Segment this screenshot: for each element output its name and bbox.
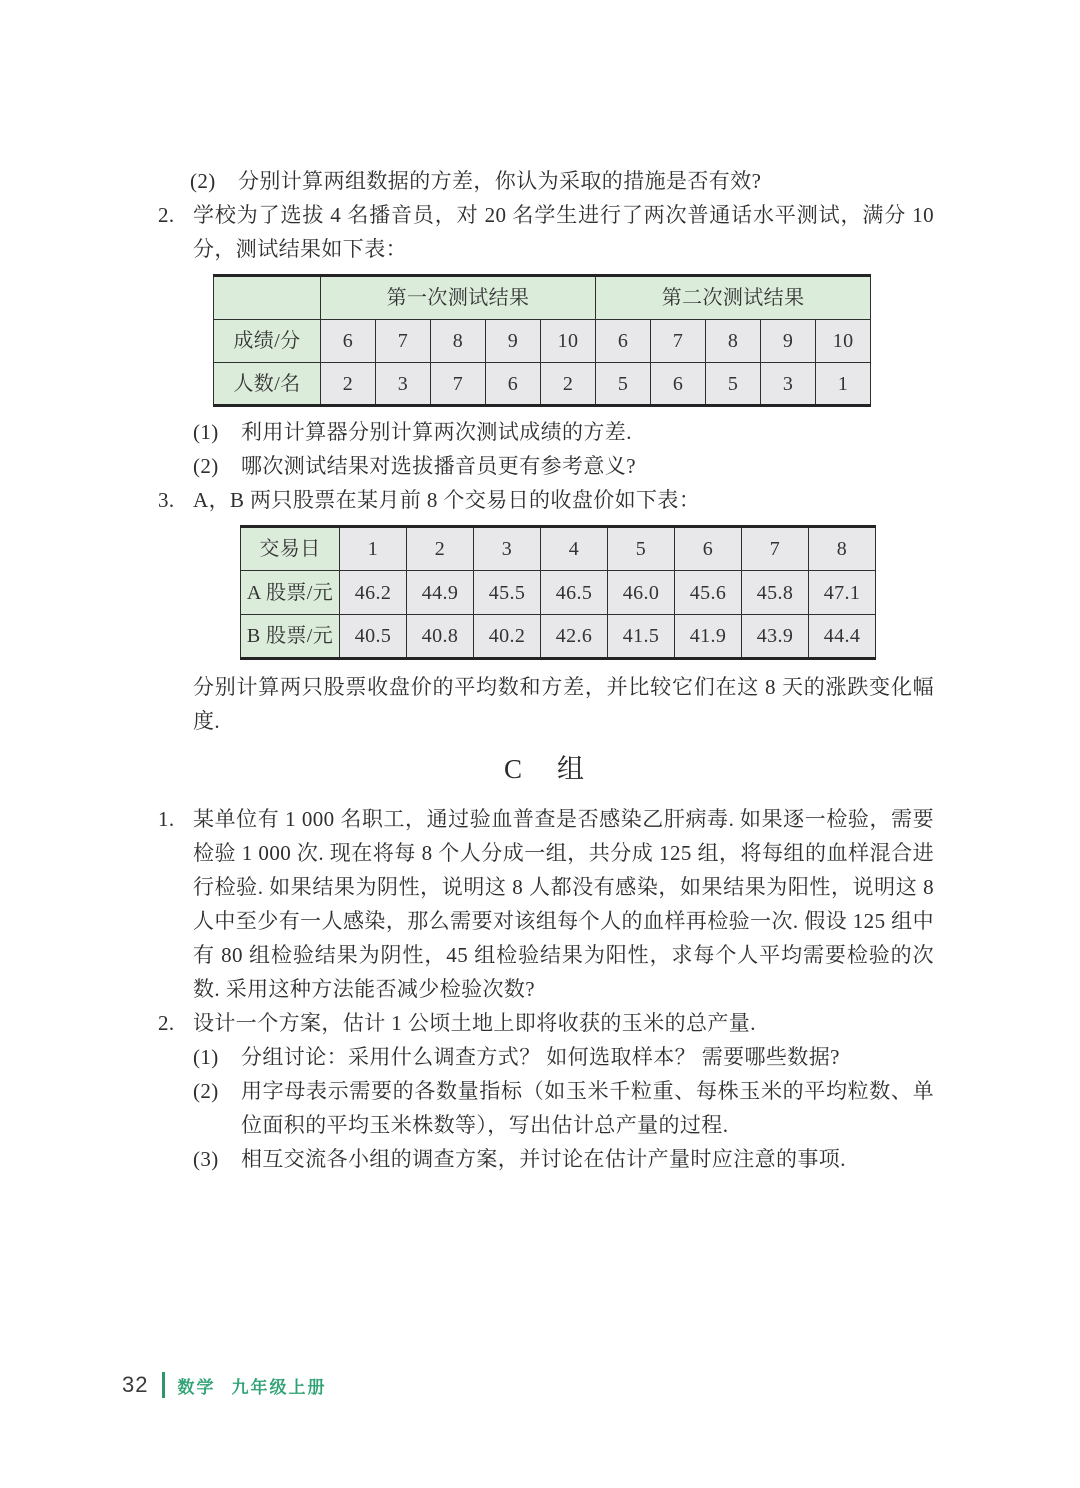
subitem-text: 利用计算器分别计算两次测试成绩的方差.	[241, 420, 632, 444]
count-cell: 3	[761, 363, 816, 406]
day-cell: 5	[608, 527, 675, 571]
day-cell: 2	[407, 527, 474, 571]
exercise-2-text: 学校为了选拔 4 名播音员，对 20 名学生进行了两次普通话水平测试，满分 10 分，测试结果如下表：	[193, 203, 934, 261]
exercise-2-body	[193, 198, 934, 483]
price-cell: 45.5	[474, 571, 541, 615]
table-row-counts	[214, 363, 871, 406]
exercise-number: 2.	[158, 1011, 175, 1035]
exercise-prev-subitem-2	[190, 164, 934, 198]
subitem-text: 分别计算两组数据的方差，你认为采取的措施是否有效?	[238, 169, 762, 193]
count-cell: 7	[431, 363, 486, 406]
section-c-exercise-2-body	[193, 1006, 934, 1176]
table-corner-cell	[214, 276, 321, 320]
table-row-stock-a	[241, 571, 876, 615]
price-cell: 46.0	[608, 571, 675, 615]
table-row-stock-b	[241, 615, 876, 659]
group-header-first-test: 第一次测试结果	[321, 276, 596, 320]
price-cell: 40.5	[340, 615, 407, 659]
subitem-label: (2)	[193, 454, 219, 478]
subitem-text: 哪次测试结果对选拔播音员更有参考意义?	[241, 454, 636, 478]
subitem-label: (3)	[193, 1147, 219, 1171]
exercise-3-text: A，B 两只股票在某月前 8 个交易日的收盘价如下表：	[193, 488, 701, 512]
count-cell: 5	[706, 363, 761, 406]
section-c-exercise-2	[158, 1006, 934, 1176]
score-cell: 8	[706, 320, 761, 363]
exercise-2-subitem-1	[193, 415, 934, 449]
page-number: 32	[122, 1372, 149, 1397]
price-cell: 41.5	[608, 615, 675, 659]
day-cell: 6	[675, 527, 742, 571]
row-label-trading-day: 交易日	[241, 527, 340, 571]
score-cell: 10	[816, 320, 871, 363]
score-cell: 8	[431, 320, 486, 363]
exercise-3-note: 分别计算两只股票收盘价的平均数和方差，并比较它们在这 8 天的涨跌变化幅度.	[193, 675, 934, 733]
price-cell: 40.8	[407, 615, 474, 659]
subitem-text: 用字母表示需要的各数量指标（如玉米千粒重、每株玉米的平均粒数、单位面积的平均玉米株数等），写出估计总产量的过程.	[241, 1079, 934, 1137]
section-c-title: C 组	[503, 754, 588, 784]
exercise-3	[158, 483, 934, 738]
row-label-stock-b: B 股票/元	[241, 615, 340, 659]
group-header-second-test: 第二次测试结果	[596, 276, 871, 320]
score-cell: 6	[596, 320, 651, 363]
day-cell: 3	[474, 527, 541, 571]
price-cell: 45.6	[675, 571, 742, 615]
subitem-text: 分组讨论：采用什么调查方式？ 如何选取样本？ 需要哪些数据?	[241, 1045, 840, 1069]
row-label-stock-a: A 股票/元	[241, 571, 340, 615]
section-c-exercise-1	[158, 802, 934, 1006]
price-cell: 40.2	[474, 615, 541, 659]
section-c-exercise-2-subitem-1	[193, 1040, 934, 1074]
section-c-exercise-2-text: 设计一个方案，估计 1 公顷土地上即将收获的玉米的总产量.	[193, 1011, 756, 1035]
footer-subject: 数学	[177, 1377, 216, 1397]
footer-volume: 九年级上册	[231, 1377, 327, 1397]
price-cell: 46.5	[541, 571, 608, 615]
subitem-label: (2)	[193, 1079, 219, 1103]
price-cell: 47.1	[809, 571, 876, 615]
price-cell: 41.9	[675, 615, 742, 659]
table-header-row	[214, 276, 871, 320]
table-row-scores	[214, 320, 871, 363]
score-cell: 9	[761, 320, 816, 363]
table-row-trading-days	[241, 527, 876, 571]
page-content	[158, 164, 934, 1176]
day-cell: 1	[340, 527, 407, 571]
row-label-count: 人数/名	[214, 363, 321, 406]
count-cell: 1	[816, 363, 871, 406]
exercise-3-body	[193, 483, 934, 738]
price-cell: 45.8	[742, 571, 809, 615]
row-label-score: 成绩/分	[214, 320, 321, 363]
count-cell: 3	[376, 363, 431, 406]
count-cell: 6	[486, 363, 541, 406]
subitem-text: 相互交流各小组的调查方案，并讨论在估计产量时应注意的事项.	[241, 1147, 846, 1171]
exercise-number: 1.	[158, 807, 175, 831]
count-cell: 5	[596, 363, 651, 406]
section-c-exercise-1-text: 某单位有 1 000 名职工，通过验血普查是否感染乙肝病毒. 如果逐一检验，需要检验 1 000 次. 现在将每 8 个人分成一组，共分成 125 组，将每组的血样混合进行检验. 如果结果为阴性，说明这 8 人都没有感染，如果结果为阳性，说明这 8 人中至少有一人感染，那么需要对该组每个人的血样再检验一次. 假设 125 组中有 80 组检验结果为阴性，45 组检验结果为阳性，求每个人平均需要检验的次数. 采用这种方法能否减少检验次数?	[193, 807, 934, 1001]
footer-divider	[162, 1372, 165, 1398]
day-cell: 4	[541, 527, 608, 571]
section-c-exercise-2-subitem-2	[193, 1074, 934, 1142]
subitem-label: (1)	[193, 1045, 219, 1069]
day-cell: 8	[809, 527, 876, 571]
subitem-label: (2)	[190, 169, 216, 193]
count-cell: 6	[651, 363, 706, 406]
price-cell: 44.4	[809, 615, 876, 659]
page-footer	[122, 1372, 326, 1398]
section-c-exercise-2-subitem-3	[193, 1142, 934, 1176]
price-cell: 42.6	[541, 615, 608, 659]
test-results-table	[213, 274, 871, 407]
score-cell: 7	[376, 320, 431, 363]
stock-prices-table	[240, 525, 876, 660]
score-cell: 9	[486, 320, 541, 363]
count-cell: 2	[321, 363, 376, 406]
exercise-2	[158, 198, 934, 483]
exercise-number: 3.	[158, 488, 175, 512]
subitem-label: (1)	[193, 420, 219, 444]
price-cell: 43.9	[742, 615, 809, 659]
price-cell: 46.2	[340, 571, 407, 615]
score-cell: 10	[541, 320, 596, 363]
score-cell: 7	[651, 320, 706, 363]
exercise-2-subitem-2	[193, 449, 934, 483]
count-cell: 2	[541, 363, 596, 406]
day-cell: 7	[742, 527, 809, 571]
exercise-number: 2.	[158, 203, 175, 227]
score-cell: 6	[321, 320, 376, 363]
price-cell: 44.9	[407, 571, 474, 615]
